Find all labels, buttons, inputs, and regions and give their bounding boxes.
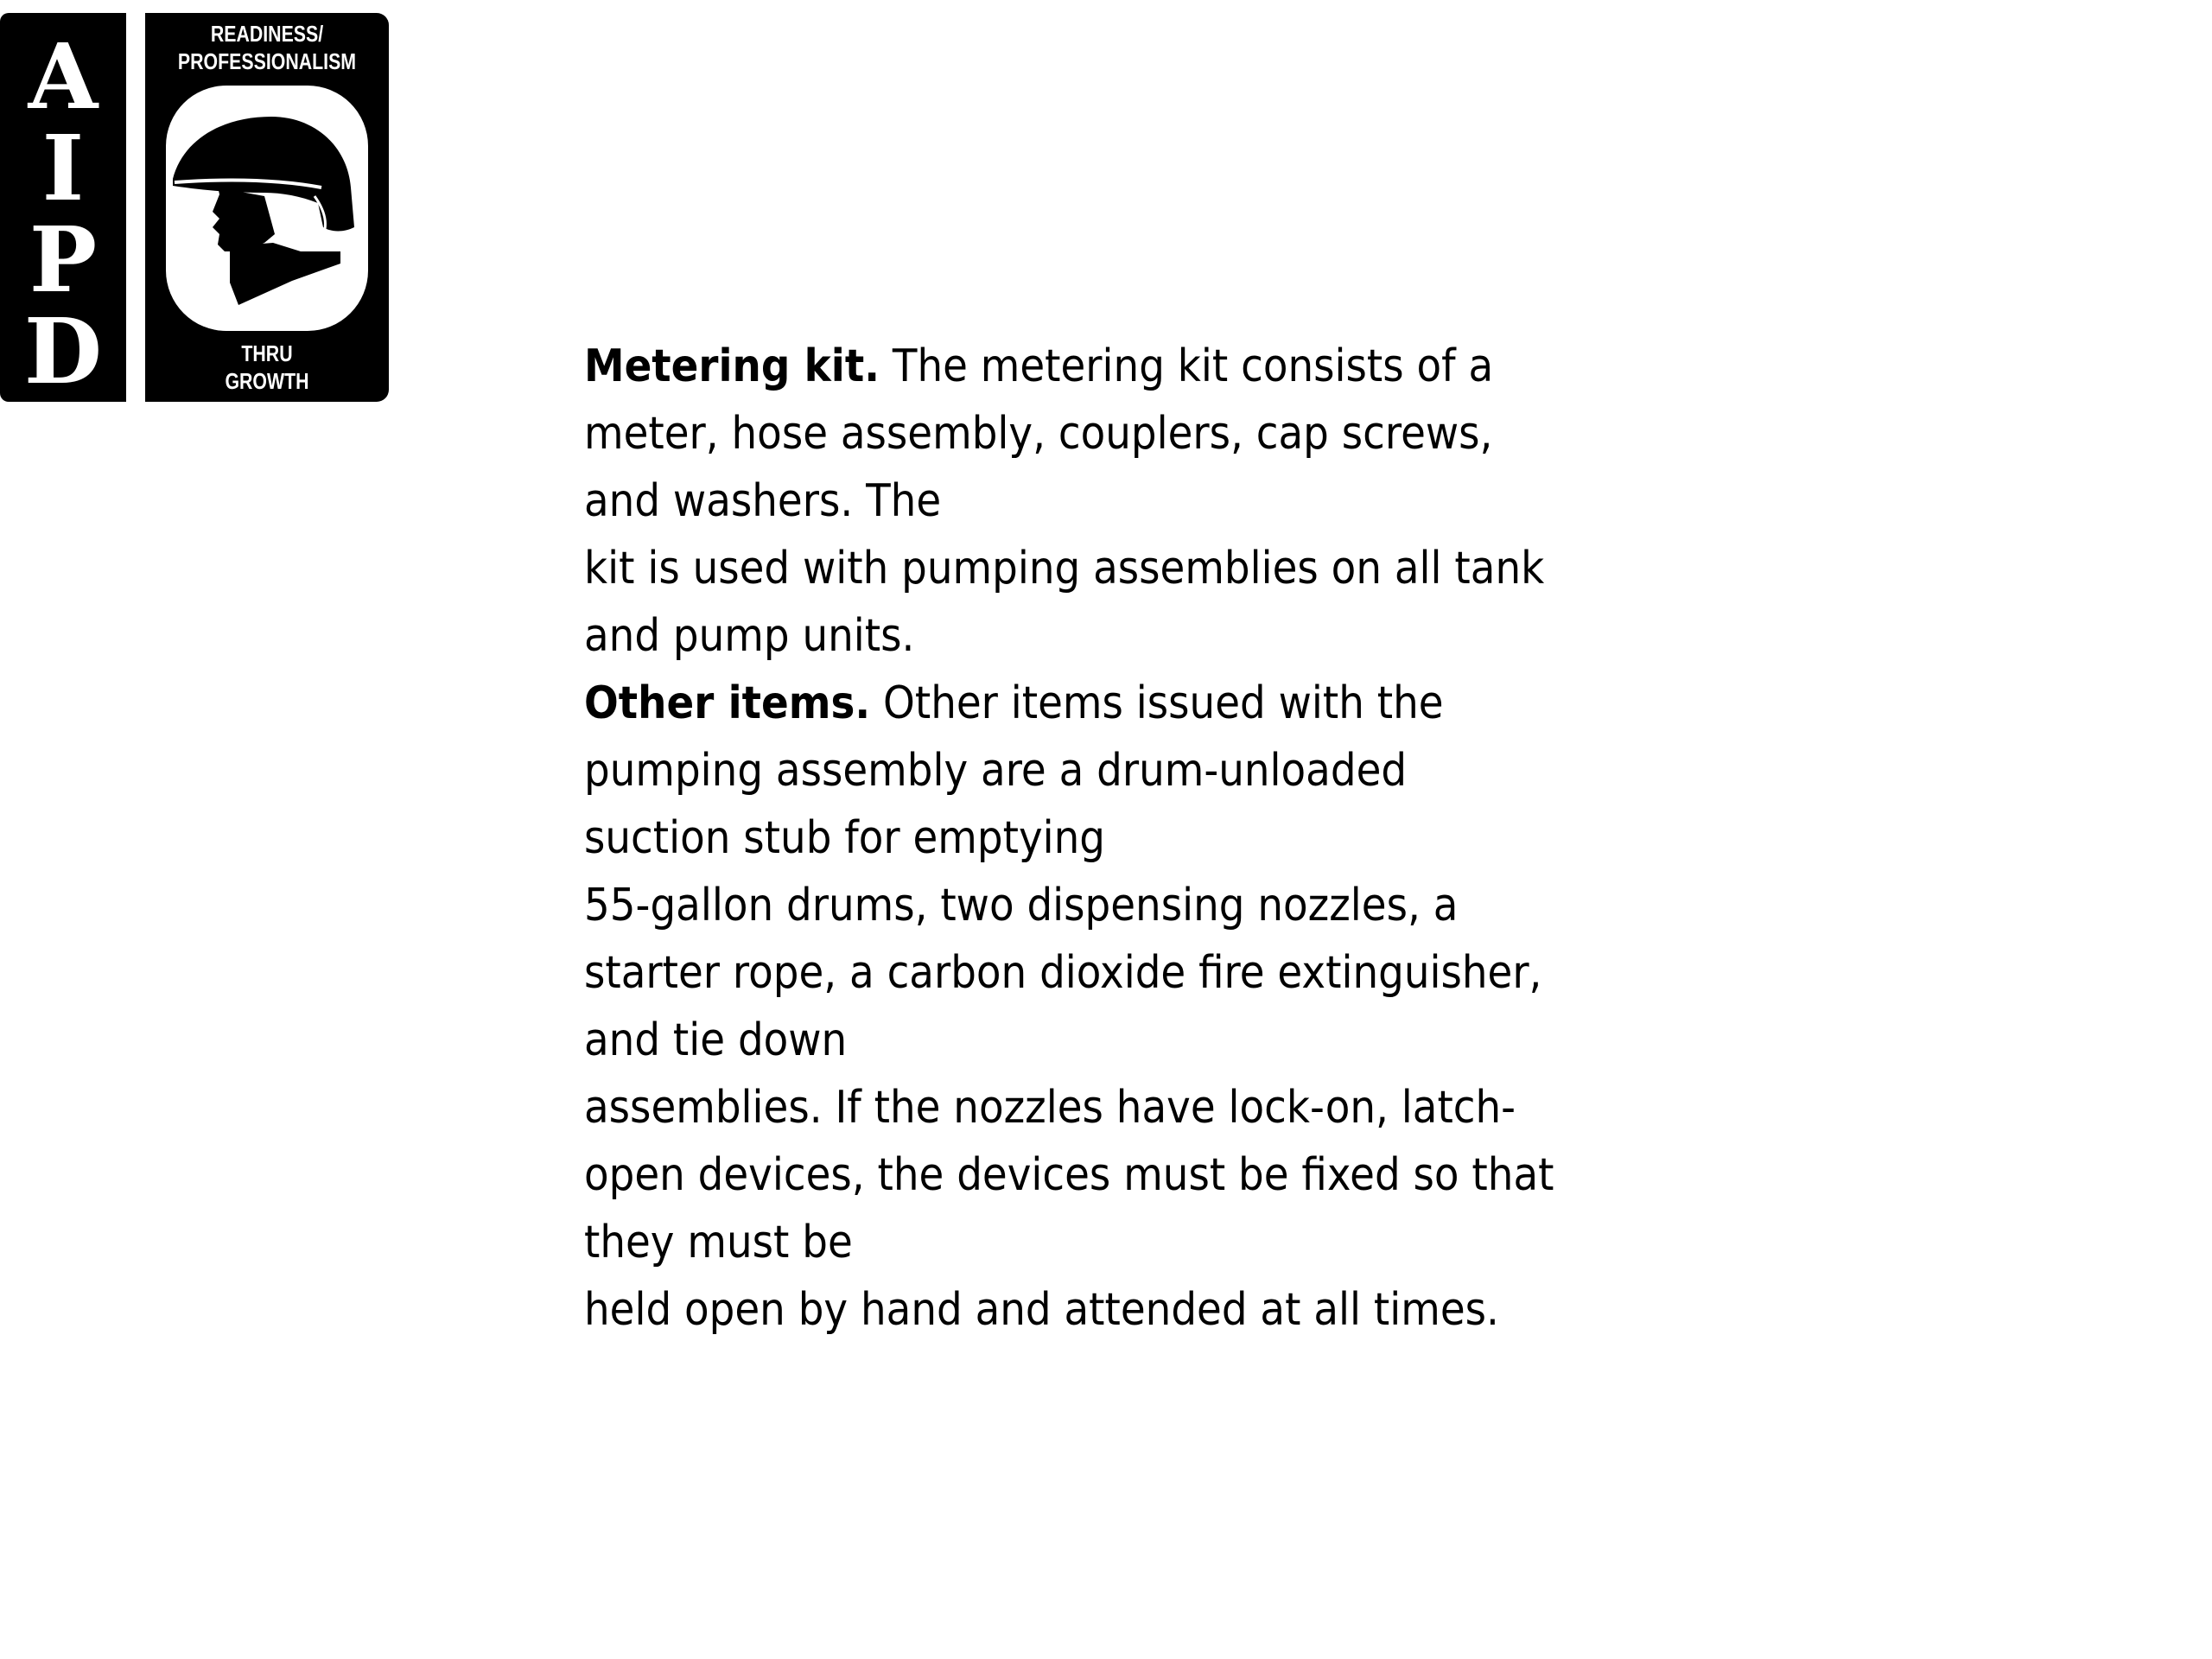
text-line-content: The metering kit consists of a [879,340,1494,392]
text-line: held open by hand and attended at all times. [584,1284,1499,1336]
logo-letter-a: A [28,23,99,130]
logo-letter-p: P [29,207,98,313]
text-line-content: Other items issued with the [870,677,1444,729]
text-line: and pump units. [584,610,915,662]
text-line: 55-gallon drums, two dispensing nozzles, a [584,880,1459,931]
logo-motto-bottom [167,340,366,395]
text-line: assemblies. If the nozzles have lock-on, latch- [584,1082,1516,1134]
logo-letter-i: I [41,115,85,221]
soldier-helmet-profile-icon [162,82,372,334]
logo-motto-thru: THRU [241,340,293,366]
aipd-logo [0,13,389,402]
text-line: starter rope, a carbon dioxide fire extinguisher, [584,947,1542,999]
text-line: suction stub for emptying [584,812,1106,864]
body-text [584,333,1699,1344]
paragraph-heading-metering-kit: Metering kit. [584,340,880,392]
logo-motto-professionalism: PROFESSIONALISM [177,48,357,74]
logo-letter-panel [0,13,126,402]
logo-motto-readiness: READINESS/ [210,21,324,47]
text-line: and washers. The [584,475,942,527]
text-line: and tie down [584,1014,848,1066]
text-line: they must be [584,1217,853,1268]
logo-letter-d: D [23,298,103,404]
text-line: kit is used with pumping assemblies on all tank [584,543,1545,594]
paragraph-heading-other-items: Other items. [584,677,871,729]
logo-emblem-panel [145,13,389,402]
text-line [584,670,1587,737]
text-line: pumping assembly are a drum-unloaded [584,745,1408,797]
text-line: meter, hose assembly, couplers, cap screws, [584,408,1493,460]
logo-motto-top [167,20,366,75]
text-line [584,333,1587,400]
logo-motto-growth: GROWTH [225,368,309,394]
text-line: open devices, the devices must be fixed so that [584,1149,1554,1201]
